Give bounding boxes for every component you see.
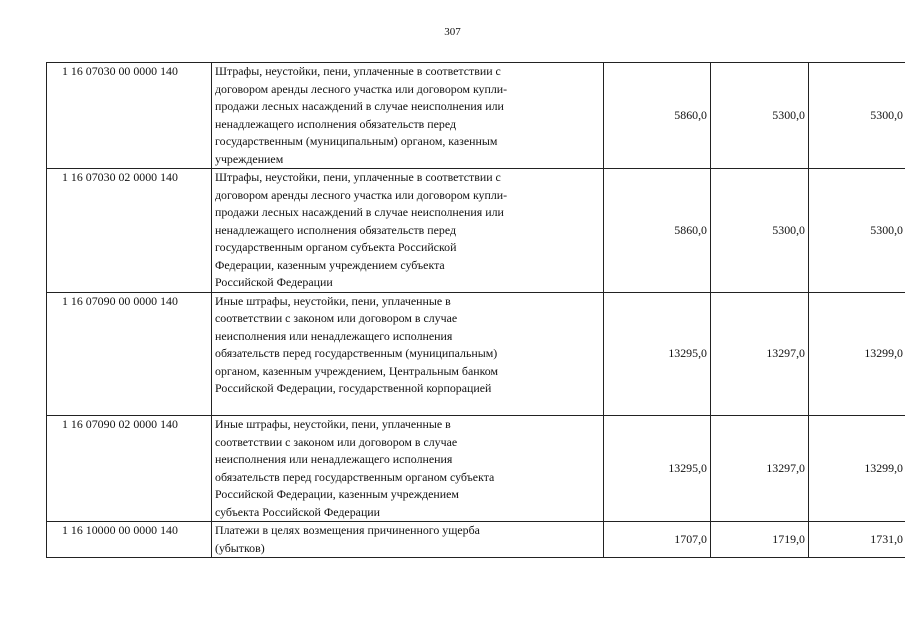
description-line: соответствии с законом или договором в случае (215, 434, 458, 449)
description-line: продажи лесных насаждений в случае неисполнения или (215, 205, 504, 219)
revenue-code-cell: 1 16 07090 00 0000 140 (47, 292, 212, 416)
description-line: Платежи в целях возмещения причиненного ущерба (215, 523, 480, 537)
description-line: Российской Федерации (215, 275, 333, 289)
description-cell (212, 416, 604, 522)
description-line: Иные штрафы, неустойки, пени, уплаченные в (215, 417, 451, 431)
description-line: субъекта Российской Федерации (215, 504, 381, 519)
revenue-code-cell: 1 16 07090 02 0000 140 (47, 416, 212, 522)
amount-year-1-cell: 1707,0 (604, 522, 711, 558)
table-row (47, 292, 905, 416)
amount-year-1-cell: 5860,0 (604, 169, 711, 293)
description-line: Российской Федерации, государственной корпорацией (215, 381, 492, 395)
amount-year-3-cell: 5300,0 (809, 63, 905, 169)
amount-year-3-cell: 13299,0 (809, 292, 905, 416)
amount-year-2-cell: 13297,0 (711, 292, 809, 416)
description-line: договором аренды лесного участка или договором купли- (215, 187, 508, 202)
description-cell (212, 63, 604, 169)
revenue-code-cell: 1 16 07030 02 0000 140 (47, 169, 212, 293)
description-line: ненадлежащего исполнения обязательств перед (215, 222, 456, 237)
description-line: обязательств перед государственным (муниципальным) (215, 346, 498, 360)
description-line: Штрафы, неустойки, пени, уплаченные в соответствии с (215, 170, 501, 184)
revenue-code-cell: 1 16 10000 00 0000 140 (47, 522, 212, 558)
description-line: учреждением (215, 151, 284, 166)
description-line: государственным органом субъекта Российской (215, 240, 457, 254)
budget-revenue-table (46, 62, 905, 558)
amount-year-1-cell: 5860,0 (604, 63, 711, 169)
amount-year-2-cell: 13297,0 (711, 416, 809, 522)
amount-year-2-cell: 5300,0 (711, 63, 809, 169)
description-line: Федерации, казенным учреждением субъекта (215, 257, 445, 272)
description-cell (212, 169, 604, 293)
description-line: договором аренды лесного участка или договором купли- (215, 81, 508, 96)
description-line: неисполнения или ненадлежащего исполнения (215, 452, 453, 466)
amount-year-3-cell: 5300,0 (809, 169, 905, 293)
table-row (47, 522, 905, 558)
description-line: Штрафы, неустойки, пени, уплаченные в соответствии с (215, 64, 501, 78)
amount-year-1-cell: 13295,0 (604, 416, 711, 522)
description-line: Российской Федерации, казенным учреждением (215, 487, 459, 501)
description-line-blank (215, 398, 600, 416)
amount-year-1-cell: 13295,0 (604, 292, 711, 416)
description-line: обязательств перед государственным органом субъекта (215, 469, 495, 484)
amount-year-2-cell: 5300,0 (711, 169, 809, 293)
page-number: 307 (444, 26, 461, 38)
table-row (47, 416, 905, 522)
amount-year-2-cell: 1719,0 (711, 522, 809, 558)
table-row (47, 169, 905, 293)
description-line: неисполнения или ненадлежащего исполнения (215, 328, 453, 343)
description-line: продажи лесных насаждений в случае неисполнения или (215, 99, 504, 113)
table-row (47, 63, 905, 169)
amount-year-3-cell: 1731,0 (809, 522, 905, 558)
description-line: органом, казенным учреждением, Центральным банком (215, 363, 499, 378)
amount-year-3-cell: 13299,0 (809, 416, 905, 522)
revenue-code-cell: 1 16 07030 00 0000 140 (47, 63, 212, 169)
description-line: ненадлежащего исполнения обязательств перед (215, 116, 456, 131)
description-line: Иные штрафы, неустойки, пени, уплаченные в (215, 293, 451, 308)
description-cell (212, 292, 604, 416)
description-cell (212, 522, 604, 558)
description-line: соответствии с законом или договором в случае (215, 311, 458, 325)
description-line: государственным (муниципальным) органом, казенным (215, 134, 498, 148)
description-line: (убытков) (215, 540, 265, 555)
